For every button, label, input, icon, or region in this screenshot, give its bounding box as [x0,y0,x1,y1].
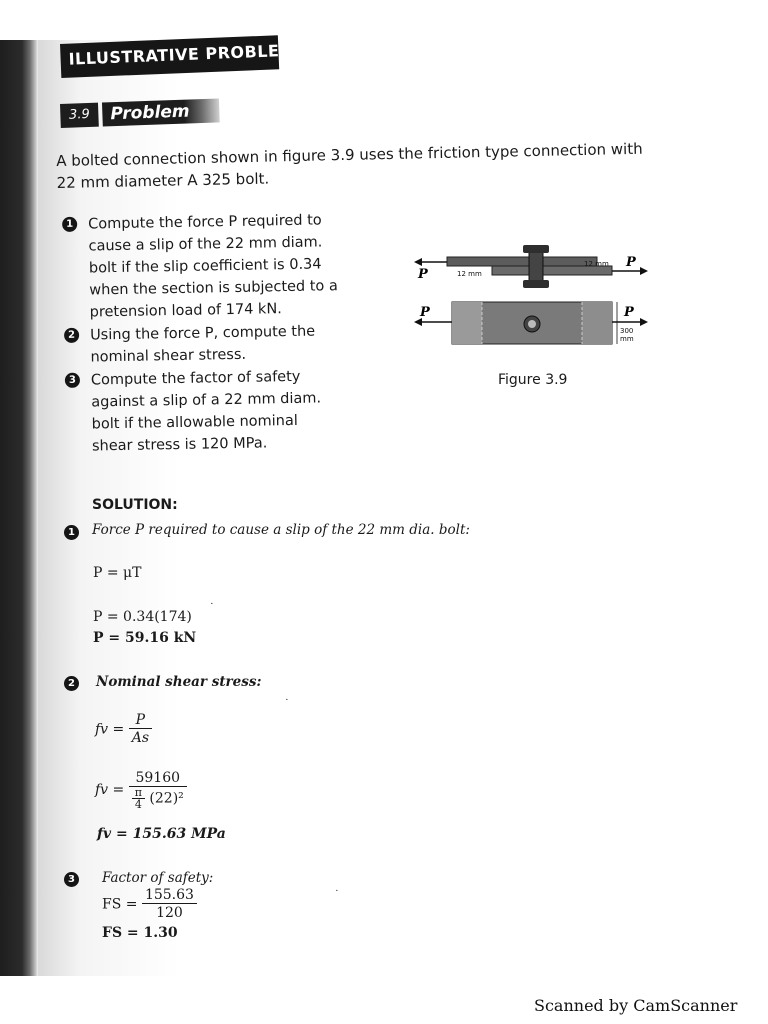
step3-title: Factor of safety: [102,870,214,886]
item-marker-3: 3 [65,373,80,388]
four-symbol: 4 [134,798,142,811]
problem-label: Problem [102,98,220,126]
solution-heading: SOLUTION: [92,497,178,513]
step1-eq2: P = 0.34(174) [93,609,192,625]
step1-title: Force P required to cause a slip of the 22 mm dia. bolt: [92,522,470,538]
scan-speck: · [285,694,289,706]
step2-lhs-1: fv = [95,721,125,738]
step2-result: fv = 155.63 MPa [97,826,226,842]
intro-line-1: A bolted connection shown in figure 3.9 uses the friction type connection with [56,139,643,170]
diameter-squared: (22)² [149,790,184,807]
arrow-right-plan-icon [640,318,648,326]
label-p-left: P [418,267,428,282]
step3-eq1 [102,887,197,922]
frac1-numerator: P [129,712,152,729]
item-marker-2: 2 [64,328,79,343]
frac2-denominator [129,787,187,810]
item-text-3: Compute the factor of safety against a slip of a 22 mm diam. bolt if the allowable nominal shear stress is 120 MPa. [90,368,322,455]
fraction-59160 [129,770,187,810]
fraction-p-over-as [129,712,152,747]
intro-line-2: 22 mm diameter A 325 bolt. [56,169,270,192]
label-p-right: P [626,255,636,270]
step3-lhs: FS = [102,896,138,913]
pi-symbol: π [132,787,145,799]
problem-items [60,209,342,459]
fs-denominator: 120 [156,905,183,921]
arrow-left-icon [414,258,422,266]
frac1-denominator: As [131,730,150,746]
plan-view [414,302,648,344]
figure-caption: Figure 3.9 [498,372,568,388]
label-p-plan-left: P [420,305,430,320]
problem-item-2 [62,320,341,369]
problem-item-3 [63,365,342,458]
dim-width: 300 [620,327,634,335]
fraction-fs [142,887,197,922]
item-text-2: Using the force P, compute the nominal shear stress. [89,323,316,366]
dim-plate-top: 12 mm [584,260,609,268]
step-marker-1: 1 [64,525,79,540]
section-title: ILLUSTRATIVE PROBLEMS [68,40,309,69]
step1-eq1: P = μT [93,565,142,581]
step-marker-2: 2 [64,676,79,691]
problem-number: 3.9 [60,103,99,128]
dim-plate-left: 12 mm [457,270,482,278]
step1-eq3: P = 59.16 kN [93,630,197,646]
scan-speck: · [210,598,214,610]
step3-result: FS = 1.30 [102,925,178,941]
bolt-head [523,245,549,253]
step2-eq2 [95,770,187,810]
step-marker-3: 3 [64,872,79,887]
step2-eq1 [95,712,152,747]
dim-width-unit: mm [620,335,634,343]
arrow-right-icon [640,267,648,275]
label-p-plan-right: P [624,305,634,320]
frac2-numerator: 59160 [129,770,187,787]
step2-title: Nominal shear stress: [96,674,262,690]
camscanner-watermark: Scanned by CamScanner [534,996,738,1015]
scan-speck: · [335,885,339,897]
pi-over-four [132,787,145,810]
item-marker-1: 1 [62,217,77,232]
side-view [414,245,648,288]
problem-item-1 [60,209,340,324]
fs-numerator: 155.63 [142,887,197,904]
item-text-1: Compute the force P required to cause a slip of the 22 mm diam. bolt if the slip coefficient is 0.34 when the section is subjected to a pretension load of 174 kN. [88,212,338,321]
bolt-nut [523,280,549,288]
book-binding-shadow [0,40,38,976]
step2-lhs-2: fv = [95,782,125,798]
